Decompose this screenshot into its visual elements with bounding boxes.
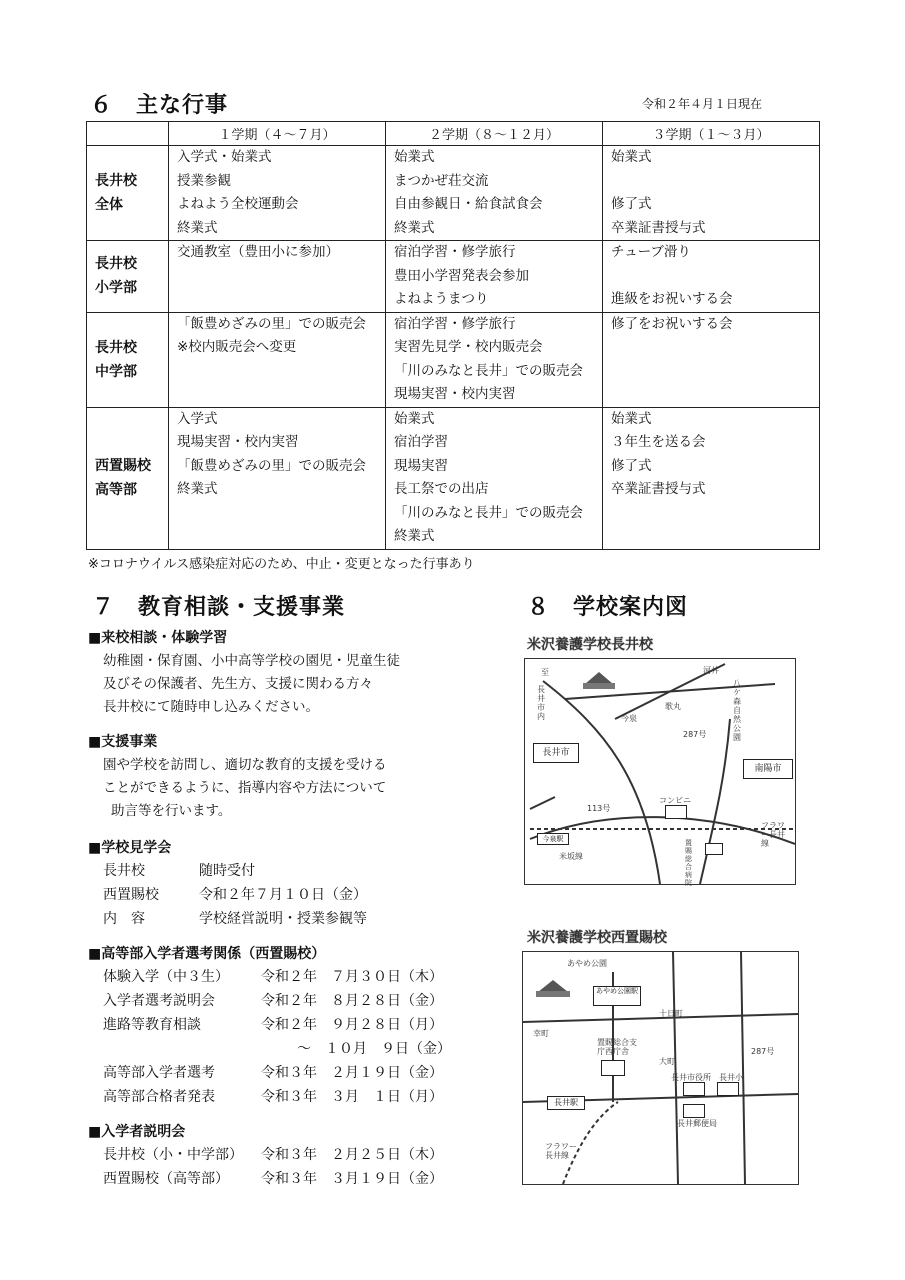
exam-row — [103, 1086, 443, 1106]
map-label: あやめ公園 — [567, 959, 607, 968]
map-label: 287号 — [683, 730, 707, 739]
exam-key: 進路等教育相談 — [103, 1017, 201, 1033]
support-paragraph — [103, 754, 387, 823]
event-item — [177, 360, 377, 384]
event-item: 終業式 — [394, 528, 435, 544]
table-row — [87, 241, 820, 313]
map-label: 113号 — [587, 804, 611, 813]
convenience-store-marker — [665, 805, 687, 819]
term3-cell — [603, 407, 820, 549]
tour-value: 学校経営説明・授業参観等 — [199, 911, 367, 927]
event-item: 始業式 — [394, 410, 435, 427]
map-label: あやめ公園駅 — [593, 986, 641, 1006]
exam-row — [103, 990, 443, 1010]
map-label: 八ケ森自然公園 — [733, 679, 741, 742]
map-label: 長井市 — [533, 743, 579, 763]
event-item: 宿泊学習・修学旅行 — [394, 315, 516, 332]
exam-value: 令和２年 ９月２８日（月） — [261, 1017, 443, 1033]
briefing-value: 令和３年 ３月１９日（金） — [261, 1171, 443, 1187]
event-item: 修了式 — [611, 457, 652, 474]
text-line: 幼稚園・保育園、小中高等学校の園児・児童生徒 — [103, 653, 400, 669]
term3-cell — [603, 146, 820, 241]
row-label: 中学部 — [95, 363, 137, 380]
row-label: 全体 — [95, 197, 123, 213]
term3-header: ３学期（１～３月） — [603, 122, 820, 146]
briefing-row — [103, 1168, 443, 1188]
events-header-row — [87, 122, 820, 146]
tour-row — [103, 860, 255, 880]
event-item: 豊田小学習発表会参加 — [394, 267, 529, 284]
tour-key: 内 容 — [103, 911, 145, 927]
map-label: 置賜総合病院 — [685, 839, 692, 887]
event-item: 宿泊学習・修学旅行 — [394, 244, 516, 260]
table-row — [87, 146, 820, 241]
event-item — [177, 383, 377, 407]
event-item: 現場実習・校内実習 — [177, 434, 299, 450]
corner-cell — [87, 122, 169, 146]
map-label: コンビニ — [659, 796, 691, 805]
map-label: 長井市役所 — [671, 1073, 711, 1082]
briefing-key: 西置賜校（高等部） — [103, 1171, 229, 1187]
events-table — [86, 121, 820, 550]
row-header — [87, 146, 169, 241]
event-item — [611, 170, 811, 194]
map-label: 長井市内 — [537, 685, 545, 721]
event-item — [177, 502, 377, 526]
map-label: 米坂線 — [559, 852, 583, 861]
event-item: 入学式・始業式 — [177, 149, 272, 165]
event-item: よねよう全校運動会 — [177, 196, 299, 212]
row-header — [87, 312, 169, 407]
term2-cell — [386, 312, 603, 407]
briefing-key: 長井校（小・中学部） — [103, 1147, 243, 1163]
briefing-row — [103, 1144, 443, 1164]
event-item: 現場実習・校内実習 — [394, 386, 516, 402]
event-item: 「飯豊めざみの里」での販売会 — [177, 457, 366, 474]
event-item — [611, 502, 811, 526]
exam-row — [103, 1062, 443, 1082]
tour-key: 長井校 — [103, 863, 145, 879]
tour-heading: ■学校見学会 — [88, 840, 172, 856]
row-label: 小学部 — [95, 280, 137, 297]
section-6-title: ６ 主な行事 — [90, 93, 229, 118]
exam-value: 令和３年 ３月 １日（月） — [261, 1089, 443, 1105]
as-of-date: 令和２年４月１日現在 — [642, 97, 763, 111]
row-label: 長井校 — [95, 339, 137, 356]
row-label: 長井校 — [95, 256, 137, 273]
text-line: 助言等を行います。 — [111, 803, 232, 819]
support-heading: ■支援事業 — [88, 734, 158, 750]
map2-title: 米沢養護学校西置賜校 — [527, 930, 667, 946]
term1-cell — [169, 312, 386, 407]
term1-cell — [169, 407, 386, 549]
event-item: 交通教室（豊田小に参加） — [177, 244, 339, 260]
exam-key: 入学者選考説明会 — [103, 993, 215, 1009]
map-label: 置賜総合支庁西庁舎 — [597, 1038, 637, 1056]
term2-header: ２学期（８～１２月） — [386, 122, 603, 146]
map-label: 至 — [541, 668, 549, 677]
event-item: 終業式 — [177, 219, 218, 236]
event-item — [177, 265, 377, 289]
term3-cell — [603, 241, 820, 313]
row-label: 西置賜校 — [95, 458, 151, 474]
text-line: 園や学校を訪問し、適切な教育的支援を受ける — [103, 757, 387, 773]
map-label: 幸町 — [533, 1029, 549, 1038]
briefing-heading: ■入学者説明会 — [88, 1124, 186, 1140]
office-marker — [601, 1060, 625, 1076]
term1-header: １学期（４～７月） — [169, 122, 386, 146]
event-item — [611, 360, 811, 384]
event-item: ※校内販売会へ変更 — [177, 339, 297, 355]
text-line: 長井校にて随時申し込みください。 — [103, 699, 319, 715]
event-item: 「川のみなと長井」での販売会 — [394, 504, 583, 521]
table-row — [87, 407, 820, 549]
exam-value: ～ １０月 ９日（金） — [297, 1041, 451, 1057]
exam-value: 令和２年 ８月２８日（金） — [261, 993, 443, 1009]
row-label: 長井校 — [95, 173, 137, 189]
event-item — [177, 288, 377, 312]
tour-row — [103, 908, 367, 928]
term2-cell — [386, 241, 603, 313]
event-item: チューブ滑り — [611, 244, 691, 260]
table-row — [87, 312, 820, 407]
event-item: 卒業証書授与式 — [611, 481, 706, 497]
event-item: 「川のみなと長井」での販売会 — [394, 362, 583, 379]
event-item: 自由参観日・給食試食会 — [394, 196, 543, 212]
exam-value: 令和２年 ７月３０日（木） — [261, 969, 443, 985]
event-item: 授業参観 — [177, 172, 231, 189]
row-header — [87, 241, 169, 313]
event-item — [611, 525, 811, 549]
exam-row — [103, 1038, 451, 1058]
map-label: 長井郵便局 — [677, 1119, 717, 1128]
term1-cell — [169, 146, 386, 241]
exam-key: 高等部入学者選考 — [103, 1065, 215, 1081]
term3-cell — [603, 312, 820, 407]
event-item: 現場実習 — [394, 457, 448, 474]
tour-value: 随時受付 — [199, 863, 255, 879]
map-label: 十日町 — [659, 1009, 683, 1018]
section-8-title: ８ 学校案内図 — [527, 595, 689, 620]
map-label: 大町 — [659, 1057, 675, 1066]
city-hall-marker — [683, 1082, 705, 1096]
event-item: 終業式 — [177, 481, 218, 497]
table-note: ※コロナウイルス感染症対応のため、中止・変更となった行事あり — [88, 557, 475, 572]
event-item: 終業式 — [394, 219, 435, 236]
exam-key: 高等部合格者発表 — [103, 1089, 215, 1105]
text-line: ことができるように、指導内容や方法について — [103, 780, 387, 796]
post-office-marker — [683, 1104, 705, 1118]
section-7-title: ７ 教育相談・支援事業 — [92, 595, 346, 620]
term1-cell — [169, 241, 386, 313]
event-item: 始業式 — [611, 410, 652, 427]
event-item: 長工祭での出店 — [394, 481, 489, 497]
event-item: ３年生を送る会 — [611, 434, 706, 450]
row-label: 高等部 — [95, 482, 137, 498]
text-line: 及びその保護者、先生方、支援に関わる方々 — [103, 676, 373, 692]
map-label: 287号 — [751, 1047, 775, 1056]
exam-heading: ■高等部入学者選考関係（西置賜校） — [88, 946, 326, 962]
term2-cell — [386, 146, 603, 241]
event-item — [177, 525, 377, 549]
map-nishiokitama — [522, 951, 799, 1185]
map-label: 今泉駅 — [537, 833, 569, 845]
event-item: 宿泊学習 — [394, 434, 448, 450]
event-item: よねようまつり — [394, 291, 489, 307]
map1-title: 米沢養護学校長井校 — [527, 637, 653, 653]
event-item: 実習先見学・校内販売会 — [394, 339, 543, 355]
nagai-elementary-marker — [717, 1082, 739, 1096]
exam-value: 令和３年 ２月１９日（金） — [261, 1065, 443, 1081]
map-label: フラワー長井線 — [545, 1142, 577, 1160]
map-label: 歌丸 — [665, 702, 681, 711]
tour-row — [103, 884, 367, 904]
map-label: 南陽市 — [743, 759, 793, 779]
event-item: 卒業証書授与式 — [611, 219, 706, 236]
row-header — [87, 407, 169, 549]
event-item: 始業式 — [394, 149, 435, 165]
tour-key: 西置賜校 — [103, 887, 159, 903]
visit-paragraph — [103, 650, 400, 719]
visit-heading: ■来校相談・体験学習 — [88, 630, 228, 646]
map-nagai — [524, 658, 796, 885]
map-label: 今泉 — [621, 714, 637, 723]
exam-key: 体験入学（中３生） — [103, 969, 229, 985]
event-item: 修了をお祝いする会 — [611, 315, 733, 332]
map-label: 長井小 — [719, 1073, 743, 1082]
exam-row — [103, 1014, 443, 1034]
map-label: フラワー長井線 — [761, 821, 785, 848]
exam-row — [103, 966, 443, 986]
briefing-value: 令和３年 ２月２５日（木） — [261, 1147, 443, 1163]
event-item — [611, 336, 811, 360]
event-item: 進級をお祝いする会 — [611, 291, 733, 307]
term2-cell — [386, 407, 603, 549]
event-item: まつかぜ荘交流 — [394, 172, 489, 189]
event-item: 「飯豊めざみの里」での販売会 — [177, 315, 366, 332]
tour-value: 令和２年７月１０日（金） — [199, 887, 367, 903]
map-label: 長井駅 — [547, 1096, 585, 1110]
event-item — [611, 265, 811, 289]
event-item: 修了式 — [611, 196, 652, 212]
map-label: 河井 — [703, 666, 719, 675]
event-item: 始業式 — [611, 149, 652, 165]
event-item: 入学式 — [177, 410, 218, 427]
event-item — [611, 383, 811, 407]
hospital-marker — [705, 843, 723, 855]
